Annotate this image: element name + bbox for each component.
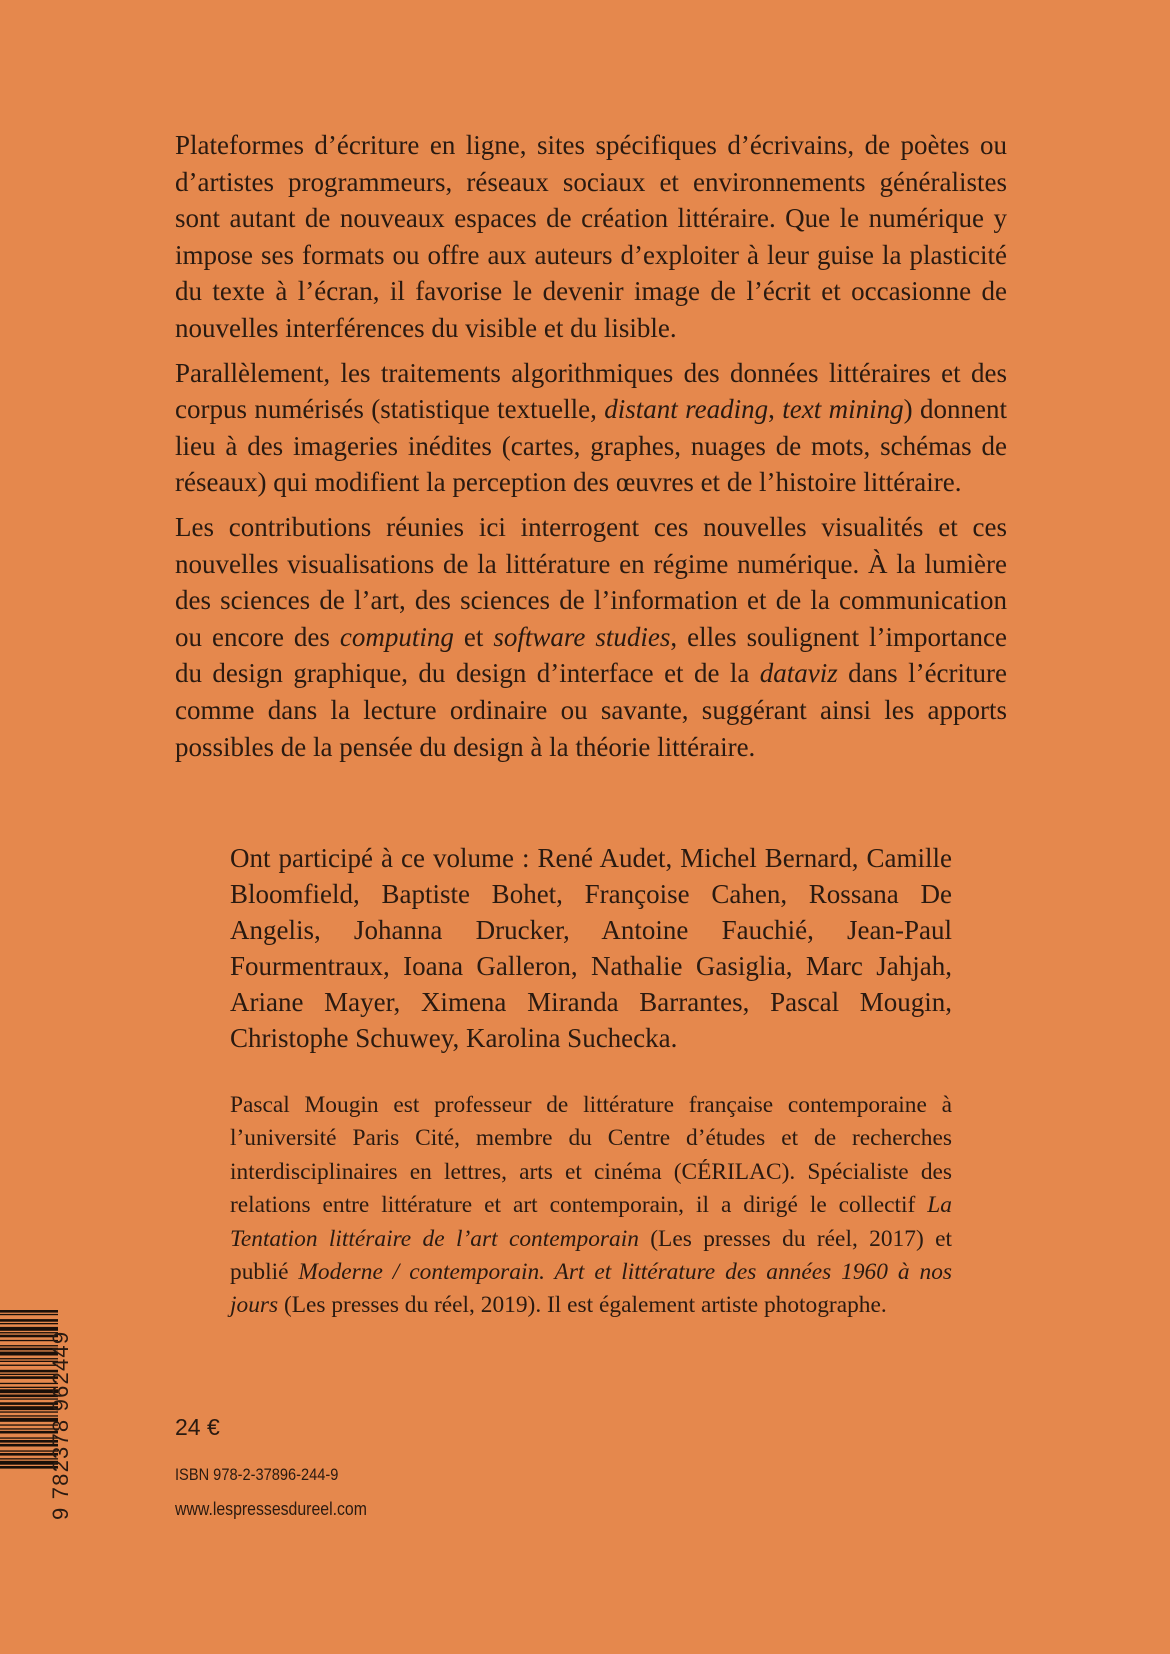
bio-text-b: (Les presses du réel, 2017) et publié [230,1225,952,1286]
barcode-bar [0,1310,58,1313]
bio-text-c: (Les presses du réel, 2019). Il est également artiste photographe. [278,1292,887,1319]
blurb-p3-italic-3: dataviz [759,658,838,689]
isbn: ISBN 978-2-37896-244-9 [175,1465,339,1484]
contributors-list: Ont participé à ce volume : René Audet, Michel Bernard, Camille Bloomfield, Baptiste Bohet, Françoise Cahen, Rossana De Angelis, Johanna Drucker, Antoine Fauchié, Jean-Paul Fourmentraux, Ioana Galleron, Nathalie Gasiglia, Marc Jahjah, Ariane Mayer, Ximena Miranda Barrantes, Pascal Mougin, Christophe Schuwey, Karolina Suchecka. [230,843,952,1053]
blurb-p3-text-d: dans l’écriture comme dans la lecture ordinaire ou savante, suggérant ainsi les apports possibles de la pensée du design à la théorie littéraire. [175,658,1008,762]
blurb-p2-text-b: , [768,394,783,425]
blurb-p3-text-b: et [453,621,494,652]
publisher-website: www.lespressesdureel.com [175,1499,367,1519]
blurb-p2-text-a: Parallèlement, les traitements algorithmiques des données littéraires et des corpus numérisés (statistique textuelle, [175,357,1007,425]
bio-italic-2: Moderne / contemporain. Art et littérature des années 1960 à nos jours [230,1259,952,1319]
bio-italic-1: La Tentation littéraire de l’art contemporain [230,1192,952,1252]
blurb-p3-italic-1: computing [339,621,454,652]
bio-text-a: Pascal Mougin est professeur de littérature française contemporaine à l’université Paris Cité, membre du Centre d’études et de recherches interdisciplinaires en lettres, arts et cinéma (CÉRILAC). Spécialiste des relations entre littérature et art contemporain, il a dirigé le collectif [230,1092,952,1219]
back-cover-blurb [175,127,1007,773]
price: 24 € [175,1414,220,1440]
blurb-p3-text-a: Les contributions réunies ici interrogent ces nouvelles visualités et ces nouvelles visualisations de la littérature en régime numérique. À la lumière des sciences de l’art, des sciences de l’information et de la communication ou encore des [175,511,1007,652]
barcode-digits: 9 782378 962449 [48,1330,73,1520]
blurb-p2-italic-2: text mining [782,394,904,425]
blurb-paragraph-2 [175,355,1007,501]
author-bio [230,1089,952,1323]
blurb-p2-italic-1: distant reading [604,394,769,425]
blurb-paragraph-3 [175,509,1007,765]
blurb-p3-italic-2: software studies [493,621,671,652]
blurb-paragraph-1: Plateformes d’écriture en ligne, sites spécifiques d’écrivains, de poètes ou d’artistes programmeurs, réseaux sociaux et environnements généralistes sont autant de nouveaux espaces de création littéraire. Que le numérique y impose ses formats ou offre aux auteurs d’exploiter à leur guise la plasticité du texte à l’écran, il favorise le devenir image de l’écrit et occasionne de nouvelles interférences du visible et du lisible. [175,130,1007,343]
blurb-p3-text-c: , elles soulignent l’importance du design graphique, du design d’interface et de la [175,621,1007,689]
blurb-p2-text-c: ) donnent lieu à des imageries inédites (cartes, graphes, nuages de mots, schémas de réseaux) qui modifient la perception des œuvres et de l’histoire littéraire. [175,394,1007,498]
barcode-bar [0,1314,58,1315]
